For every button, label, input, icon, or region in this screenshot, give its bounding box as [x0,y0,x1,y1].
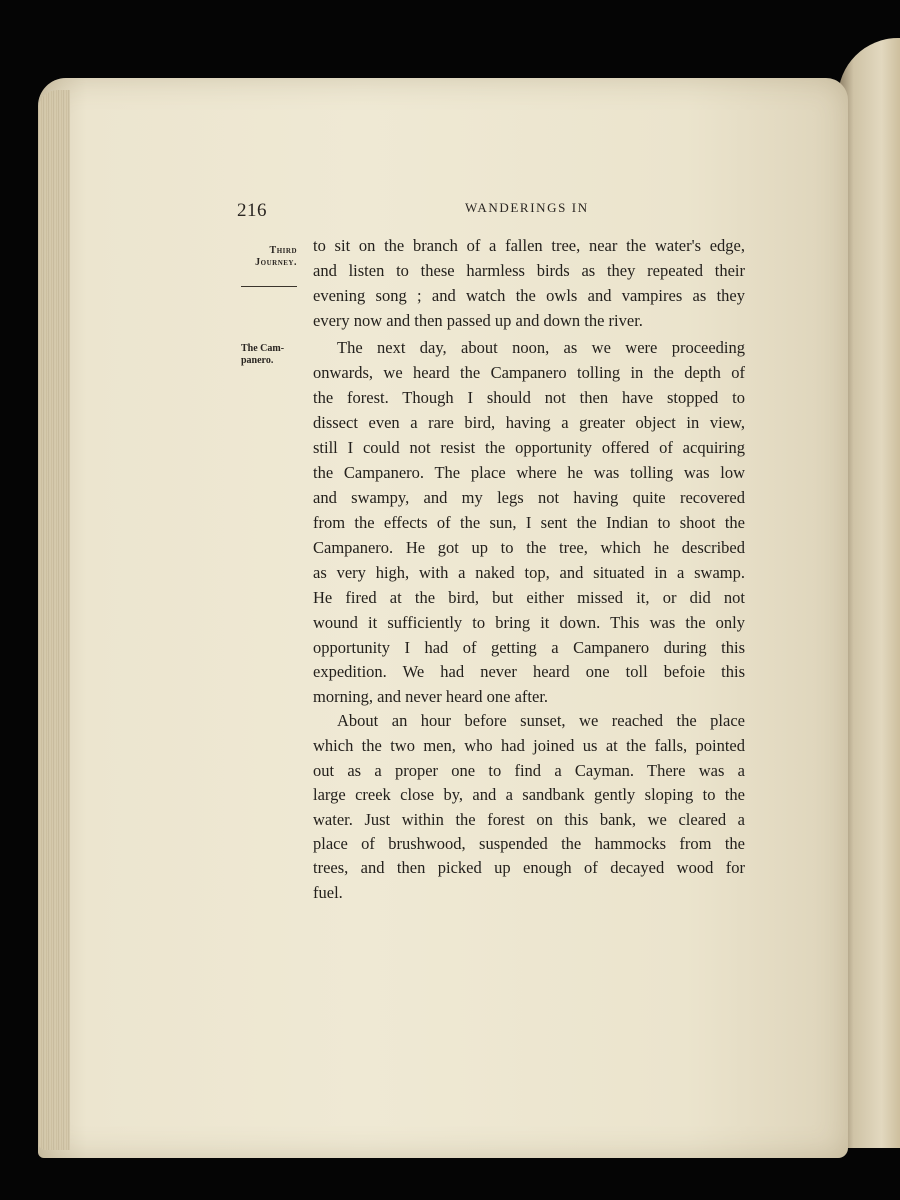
text-line: out as a proper one to find a Cayman. There was a [313,761,745,780]
page-number: 216 [237,200,267,221]
margin-rule [241,286,297,287]
text-line: and swampy, and my legs not having quite recovered [313,488,745,507]
text-line: The next day, about noon, as we were proceeding [337,338,745,357]
text-line: the Campanero. The place where he was tolling was low [313,463,745,482]
text-line: fuel. [313,883,343,902]
text-line: onwards, we heard the Campanero tolling in the depth of [313,363,745,382]
page-edges [38,90,70,1150]
text-line: expedition. We had never heard one toll befoie this [313,662,745,681]
margin-note-campanero-1: The Cam- [241,343,285,354]
text-line: trees, and then picked up enough of decayed wood for [313,858,745,877]
text-line: and listen to these harmless birds as they repeated their [313,261,745,280]
text-line: About an hour before sunset, we reached the place [337,711,745,730]
text-line: opportunity I had of getting a Campanero during this [313,638,745,657]
text-line: water. Just within the forest on this bank, we cleared a [313,810,745,829]
text-line: which the two men, who had joined us at the falls, pointed [313,736,745,755]
text-line: place of brushwood, suspended the hammocks from the [313,834,745,853]
text-line: Campanero. He got up to the tree, which he described [313,538,745,557]
text-line: as very high, with a naked top, and situated in a swamp. [313,563,745,582]
text-line: from the effects of the sun, I sent the Indian to shoot the [313,513,745,532]
running-head: WANDERINGS IN [465,200,589,215]
text-line: every now and then passed up and down the river. [313,311,643,330]
text-line: large creek close by, and a sandbank gently sloping to the [313,785,745,804]
margin-note-third: Third [269,245,297,256]
margin-note-campanero-2: panero. [241,355,274,366]
text-line: still I could not resist the opportunity offered of acquiring [313,438,745,457]
text-line: to sit on the branch of a fallen tree, near the water's edge, [313,236,745,255]
text-line: the forest. Though I should not then have stopped to [313,388,745,407]
text-line: dissect even a rare bird, having a greater object in view, [313,413,745,432]
text-line: He fired at the bird, but either missed it, or did not [313,588,745,607]
margin-note-journey: Journey. [255,257,297,268]
text-line: wound it sufficiently to bring it down. This was the only [313,613,745,632]
text-line: morning, and never heard one after. [313,687,549,706]
text-line: evening song ; and watch the owls and vampires as they [313,286,745,305]
